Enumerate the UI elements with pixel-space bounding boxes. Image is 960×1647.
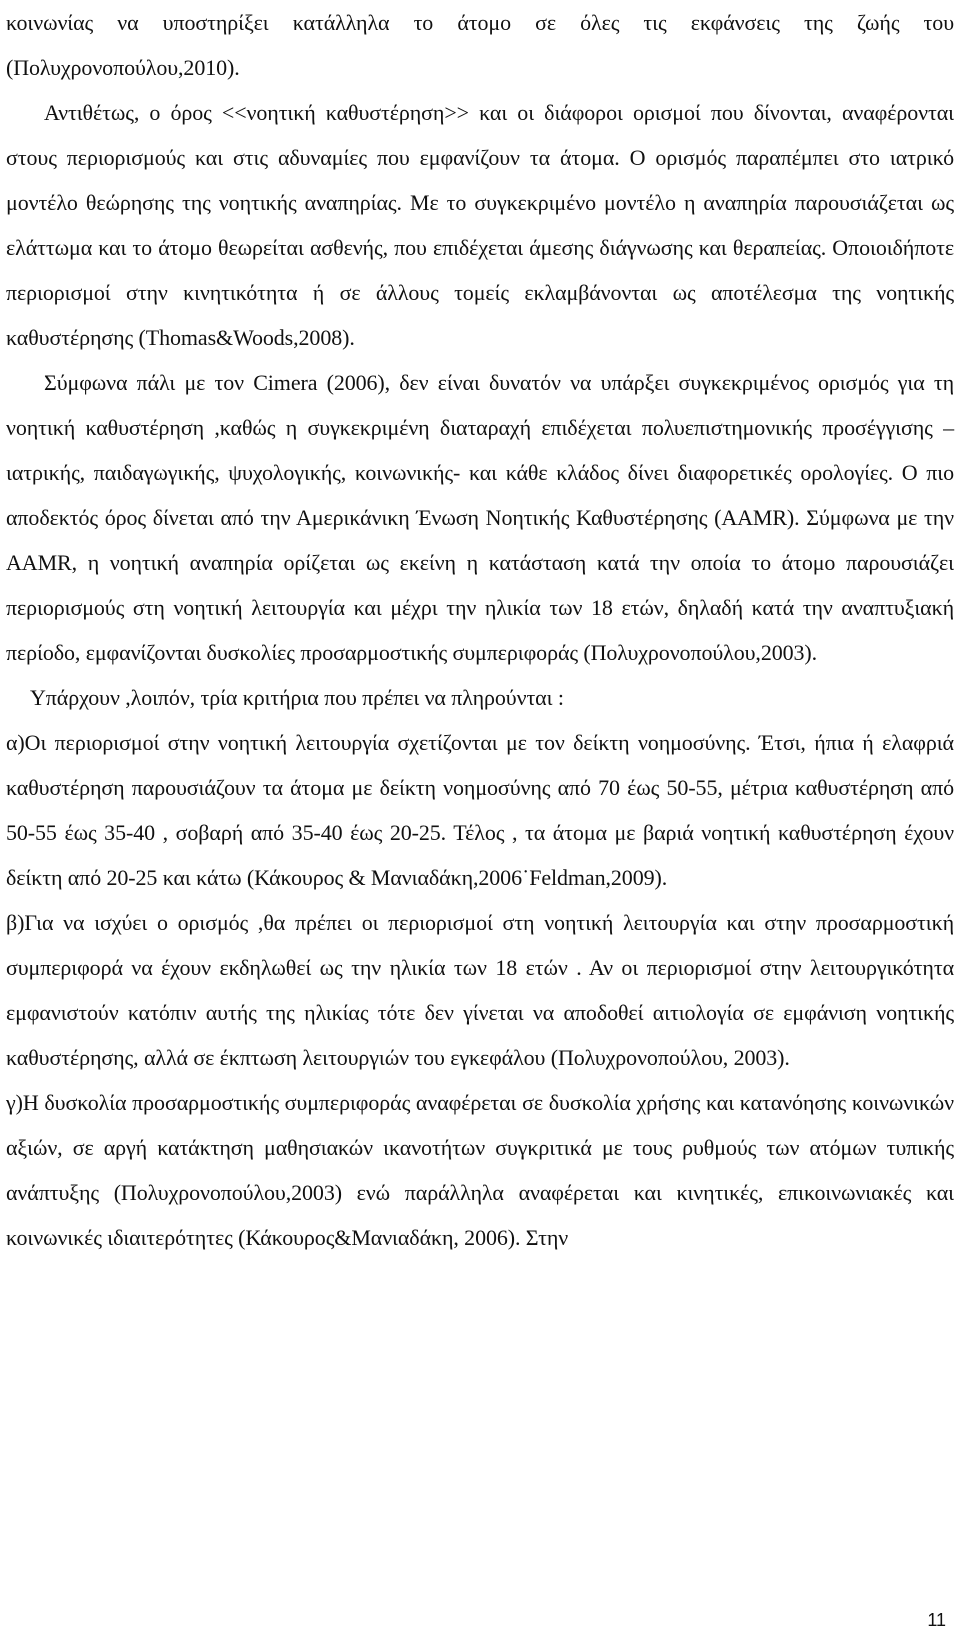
document-body xyxy=(6,0,954,1260)
page-number: 11 xyxy=(927,1610,946,1630)
paragraph-criterion-c: γ)Η δυσκολία προσαρμοστικής συμπεριφοράς αναφέρεται σε δυσκολία χρήσης και κατανόησης κοινωνικών αξιών, σε αργή κατάκτηση μαθησιακών ικανοτήτων συγκριτικά με τους ρυθμούς των ατόμων τυπικής ανάπτυξης (Πολυχρονοπούλου,2003) ενώ παράλληλα αναφέρεται και κινητικές, επικοινωνιακές και κοινωνικές ιδιαιτερότητες (Κάκουρος&Μανιαδάκη, 2006). Στην xyxy=(6,1090,954,1250)
paragraph-mental-retardation-term: Αντιθέτως, ο όρος <<νοητική καθυστέρηση>> και οι διάφοροι ορισμοί που δίνονται, αναφέρονται στους περιορισμούς και στις αδυναμίες που εμφανίζουν τα άτομα. Ο ορισμός παραπέμπει στο ιατρικό μοντέλο θεώρησης της νοητικής αναπηρίας. Με το συγκεκριμένο μοντέλο η αναπηρία παρουσιάζεται ως ελάττωμα και το άτομο θεωρείται ασθενής, που επιδέχεται άμεσης διάγνωσης και θεραπείας. Οποιοιδήποτε περιορισμοί στην κινητικότητα ή σε άλλους τομείς εκλαμβάνονται ως αποτέλεσμα της νοητικής καθυστέρησης (Thomas&Woods,2008). xyxy=(6,100,954,350)
paragraph-criterion-a: α)Οι περιορισμοί στην νοητική λειτουργία σχετίζονται με τον δείκτη νοημοσύνης. Έτσι, ήπια ή ελαφριά καθυστέρηση παρουσιάζουν τα άτομα με δείκτη νοημοσύνης από 70 έως 50-55, μέτρια καθυστέρηση από 50-55 έως 35-40 , σοβαρή από 35-40 έως 20-25. Τέλος , τα άτομα με βαριά νοητική καθυστέρηση έχουν δείκτη από 20-25 και κάτω (Κάκουρος & Μανιαδάκη,2006˙Feldman,2009). xyxy=(6,730,954,890)
paragraph-criterion-b: β)Για να ισχύει ο ορισμός ,θα πρέπει οι περιορισμοί στη νοητική λειτουργία και στην προσαρμοστική συμπεριφορά να έχουν εκδηλωθεί ως την ηλικία των 18 ετών . Αν οι περιορισμοί στην λειτουργικότητα εμφανιστούν κατόπιν αυτής της ηλικίας τότε δεν γίνεται να αποδοθεί αιτιολογία σε εμφάνιση νοητικής καθυστέρησης, αλλά σε έκπτωση λειτουργιών του εγκεφάλου (Πολυχρονοπούλου, 2003). xyxy=(6,910,954,1070)
paragraph-cimera-definition: Σύμφωνα πάλι με τον Cimera (2006), δεν είναι δυνατόν να υπάρξει συγκεκριμένος ορισμός για τη νοητική καθυστέρηση ,καθώς η συγκεκριμένη διαταραχή επιδέχεται πολυεπιστημονικής προσέγγισης – ιατρικής, παιδαγωγικής, ψυχολογικής, κοινωνικής- και κάθε κλάδος δίνει διαφορετικές ορολογίες. Ο πιο αποδεκτός όρος δίνεται από την Αμερικάνικη Ένωση Νοητικής Καθυστέρησης (AAMR). Σύμφωνα με την AAMR, η νοητική αναπηρία ορίζεται ως εκείνη η κατάσταση κατά την οποία το άτομο παρουσιάζει περιορισμούς στη νοητική λειτουργία και μέχρι την ηλικία των 18 ετών, δηλαδή κατά την αναπτυξιακή περίοδο, εμφανίζονται δυσκολίες προσαρμοστικής συμπεριφοράς (Πολυχρονοπούλου,2003). xyxy=(6,370,954,665)
paragraph-criteria-intro: Υπάρχουν ,λοιπόν, τρία κριτήρια που πρέπει να πληρούνται : xyxy=(30,685,564,710)
paragraph-continuation: κοινωνίας να υποστηρίξει κατάλληλα το άτομο σε όλες τις εκφάνσεις της ζωής του (Πολυχρονοπούλου,2010). xyxy=(6,10,954,80)
